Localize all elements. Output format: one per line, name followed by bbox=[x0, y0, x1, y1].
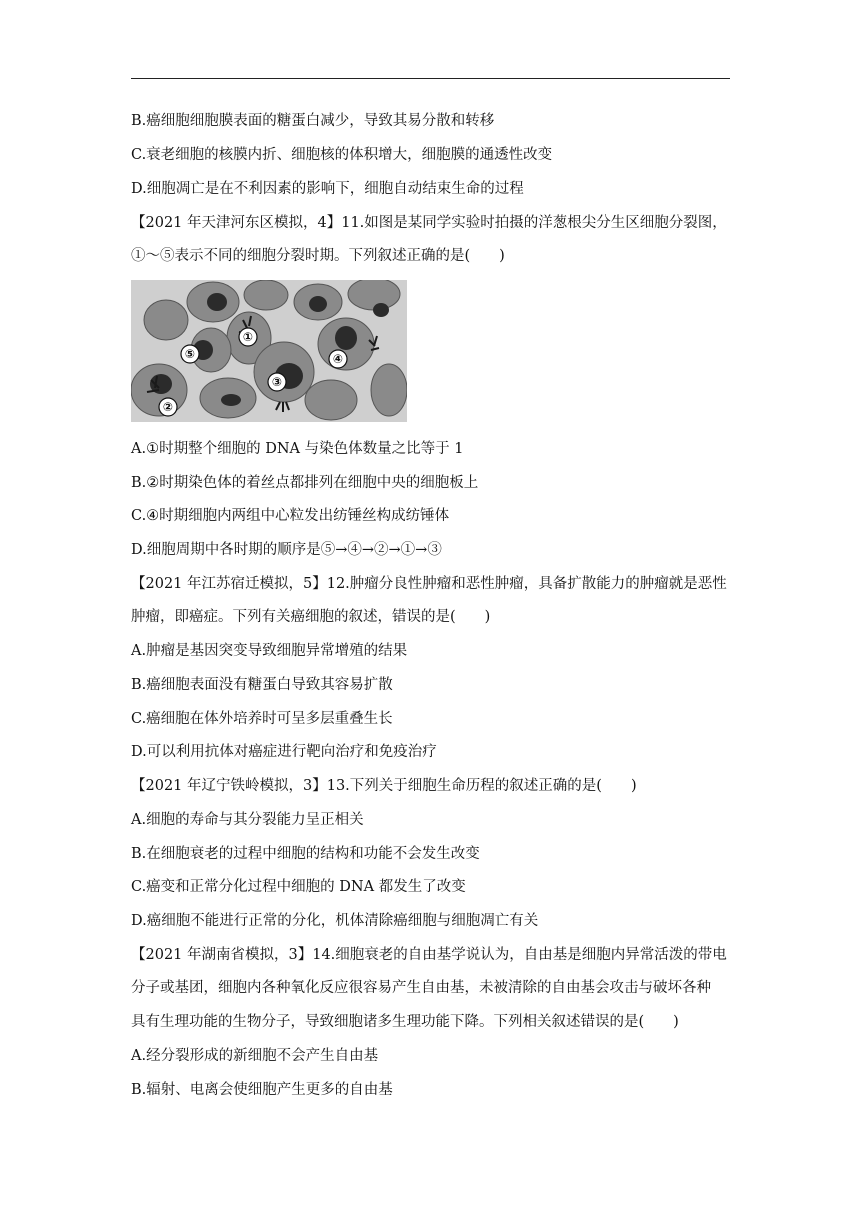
question-13-stem: 【2021 年辽宁铁岭模拟，3】13.下列关于细胞生命历程的叙述正确的是( ) bbox=[131, 778, 637, 794]
option-b-q11: B.②时期染色体的着丝点都排列在细胞中央的细胞板上 bbox=[131, 475, 479, 491]
option-b-q13: B.在细胞衰老的过程中细胞的结构和功能不会发生改变 bbox=[131, 846, 480, 862]
option-d-q10: D.细胞凋亡是在不利因素的影响下，细胞自动结束生命的过程 bbox=[131, 181, 524, 197]
question-12-stem-cont: 肿瘤，即癌症。下列有关癌细胞的叙述，错误的是( ) bbox=[131, 609, 491, 625]
option-a-q12: A.肿瘤是基因突变导致细胞异常增殖的结果 bbox=[131, 643, 408, 659]
option-d-q12: D.可以利用抗体对癌症进行靶向治疗和免疫治疗 bbox=[131, 744, 437, 760]
figure-label-5: ⑤ bbox=[184, 347, 196, 361]
option-d-q13: D.癌细胞不能进行正常的分化，机体清除癌细胞与细胞凋亡有关 bbox=[131, 913, 539, 929]
figure-label-4: ④ bbox=[332, 352, 344, 366]
header-rule bbox=[131, 78, 730, 79]
figure-label-3: ③ bbox=[271, 375, 283, 389]
option-c-q13: C.癌变和正常分化过程中细胞的 DNA 都发生了改变 bbox=[131, 879, 466, 895]
option-c-q12: C.癌细胞在体外培养时可呈多层重叠生长 bbox=[131, 711, 393, 727]
option-a-q13: A.细胞的寿命与其分裂能力呈正相关 bbox=[131, 812, 364, 828]
question-14-stem-cont1: 分子或基团，细胞内各种氧化反应很容易产生自由基，未被清除的自由基会攻击与破坏各种 bbox=[131, 980, 711, 996]
option-a-q11: A.①时期整个细胞的 DNA 与染色体数量之比等于 1 bbox=[131, 441, 464, 457]
question-11-stem: 【2021 年天津河东区模拟，4】11.如图是某同学实验时拍摄的洋葱根尖分生区细胞分裂图， bbox=[131, 215, 727, 231]
question-12-stem: 【2021 年江苏宿迁模拟，5】12.肿瘤分良性肿瘤和恶性肿瘤，具备扩散能力的肿瘤就是恶性 bbox=[131, 576, 727, 592]
micrograph-figure bbox=[131, 280, 407, 422]
option-b-q10: B.癌细胞细胞膜表面的糖蛋白减少，导致其易分散和转移 bbox=[131, 113, 495, 129]
figure-label-1: ① bbox=[242, 330, 254, 344]
option-c-q11: C.④时期细胞内两组中心粒发出纺锤丝构成纺锤体 bbox=[131, 508, 450, 524]
question-11-stem-cont: ①～⑤表示不同的细胞分裂时期。下列叙述正确的是( ) bbox=[131, 248, 505, 264]
option-c-q10: C.衰老细胞的核膜内折、细胞核的体积增大，细胞膜的通透性改变 bbox=[131, 147, 553, 163]
question-14-stem: 【2021 年湖南省模拟，3】14.细胞衰老的自由基学说认为，自由基是细胞内异常活泼的带电 bbox=[131, 947, 727, 963]
option-d-q11: D.细胞周期中各时期的顺序是⑤→④→②→①→③ bbox=[131, 542, 442, 558]
question-14-stem-cont2: 具有生理功能的生物分子，导致细胞诸多生理功能下降。下列相关叙述错误的是( ) bbox=[131, 1014, 679, 1030]
option-b-q14: B.辐射、电离会使细胞产生更多的自由基 bbox=[131, 1082, 393, 1098]
option-b-q12: B.癌细胞表面没有糖蛋白导致其容易扩散 bbox=[131, 677, 393, 693]
option-a-q14: A.经分裂形成的新细胞不会产生自由基 bbox=[131, 1048, 379, 1064]
figure-label-2: ② bbox=[162, 400, 174, 414]
